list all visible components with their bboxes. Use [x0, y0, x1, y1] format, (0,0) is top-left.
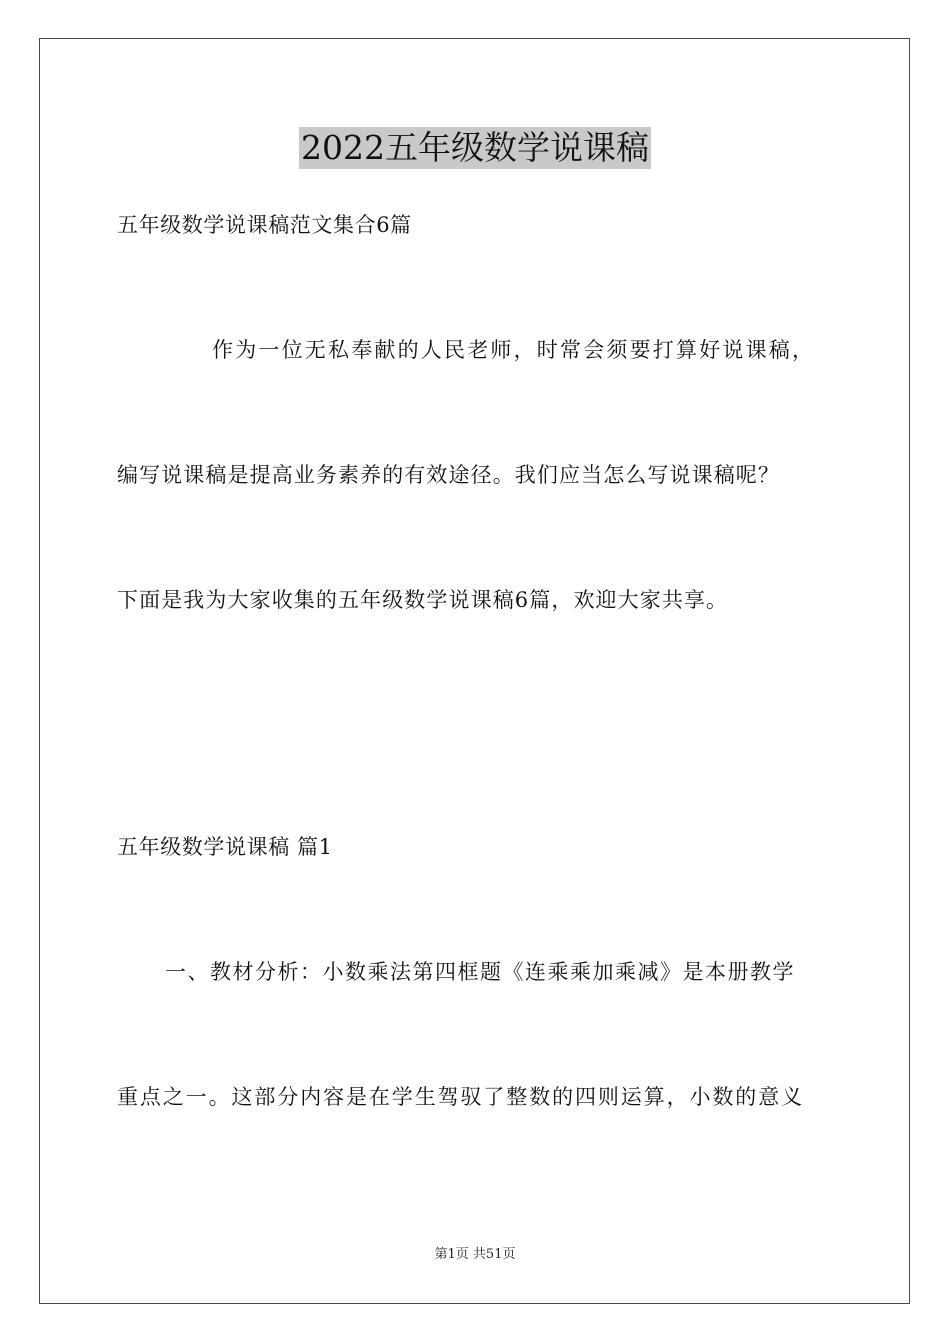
page-number-footer: 第1页 共51页 [434, 1247, 516, 1262]
document-subtitle: 五年级数学说课稿范文集合6篇 [117, 213, 412, 237]
document-title: 2022五年级数学说课稿 [301, 128, 649, 167]
title-container [0, 127, 950, 169]
intro-line-1: 作为一位无私奉献的人民老师，时常会须要打算好说课稿， [212, 338, 816, 362]
section-heading: 五年级数学说课稿 篇1 [117, 835, 333, 859]
intro-line-3: 下面是我为大家收集的五年级数学说课稿6篇，欢迎大家共享。 [117, 588, 729, 612]
section-line-1: 一、教材分析：小数乘法第四框题《连乘乘加乘减》是本册教学 [165, 960, 795, 984]
intro-line-2: 编写说课稿是提高业务素养的有效途径。我们应当怎么写说课稿呢？ [117, 463, 780, 487]
section-line-2: 重点之一。这部分内容是在学生驾驭了整数的四则运算，小数的意义 [117, 1085, 804, 1109]
